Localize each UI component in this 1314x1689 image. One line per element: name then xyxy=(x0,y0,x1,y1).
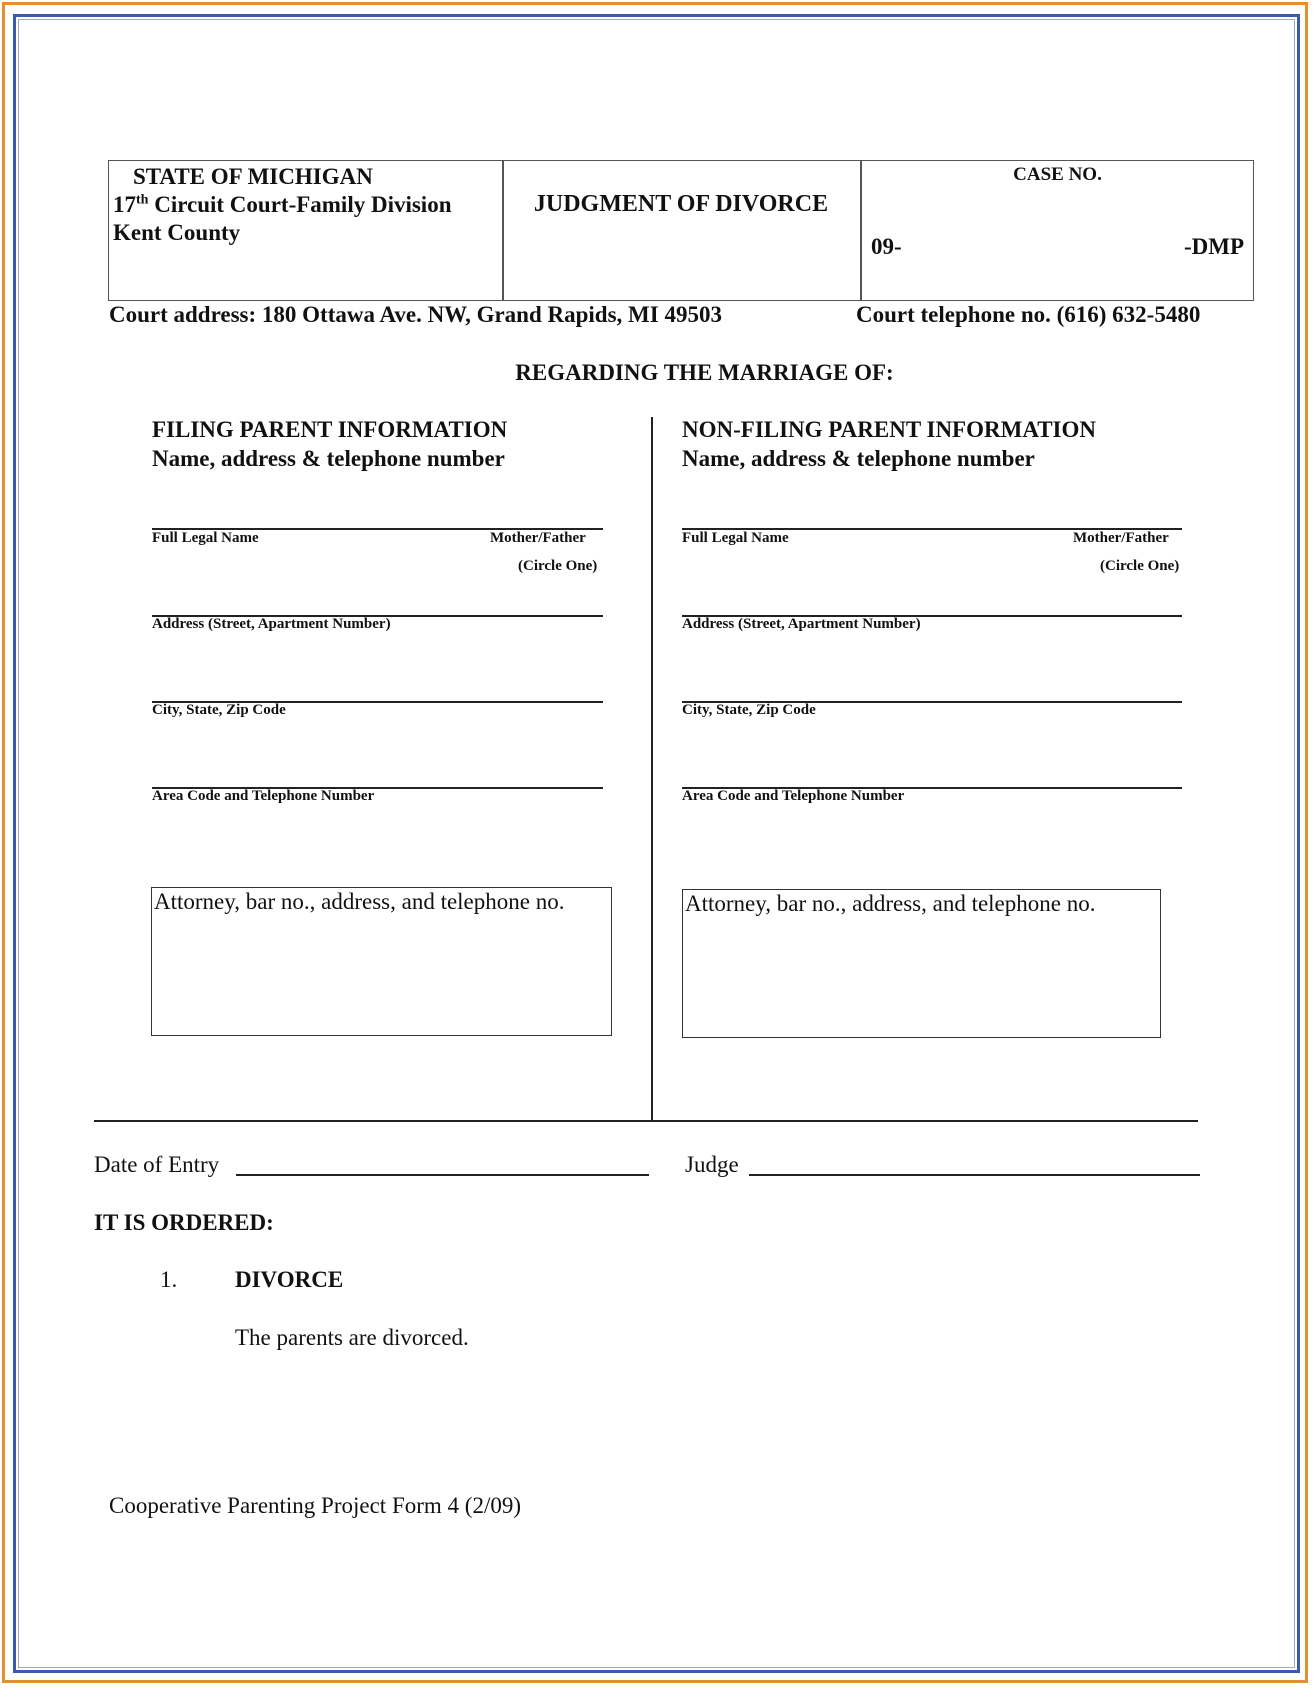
filing-heading: FILING PARENT INFORMATION xyxy=(152,417,508,442)
nonfiling-subheading: Name, address & telephone number xyxy=(682,446,1035,471)
date-entry-line[interactable] xyxy=(236,1174,649,1176)
date-entry-label: Date of Entry xyxy=(94,1152,220,1177)
nonfiling-circle-one: (Circle One) xyxy=(1100,558,1180,574)
court-address: Court address: 180 Ottawa Ave. NW, Grand Rapids, MI 49503 xyxy=(109,302,722,327)
court-telephone: Court telephone no. (616) 632-5480 xyxy=(856,302,1201,327)
state-name: STATE OF MICHIGAN xyxy=(133,164,373,189)
nonfiling-address-label: Address (Street, Apartment Number) xyxy=(682,616,921,632)
court-name xyxy=(113,192,452,218)
filing-name-label: Full Legal Name xyxy=(152,530,259,546)
county-name: Kent County xyxy=(113,220,241,245)
filing-attorney-box[interactable] xyxy=(151,887,612,1036)
court-number: 17 xyxy=(113,192,136,217)
filing-address-label: Address (Street, Apartment Number) xyxy=(152,616,391,632)
filing-circle-one: (Circle One) xyxy=(518,558,598,574)
nonfiling-phone-label: Area Code and Telephone Number xyxy=(682,788,905,804)
section-separator xyxy=(94,1120,1198,1122)
filing-subheading: Name, address & telephone number xyxy=(152,446,505,471)
case-number-label: CASE NO. xyxy=(1013,164,1102,185)
item-title: DIVORCE xyxy=(235,1267,344,1292)
form-footer: Cooperative Parenting Project Form 4 (2/09) xyxy=(109,1493,522,1518)
court-number-suffix: th xyxy=(136,192,149,208)
nonfiling-heading: NON-FILING PARENT INFORMATION xyxy=(682,417,1097,442)
nonfiling-attorney-box[interactable] xyxy=(682,889,1161,1038)
nonfiling-city-label: City, State, Zip Code xyxy=(682,702,816,718)
header-divider-1 xyxy=(502,161,504,300)
nonfiling-attorney-label: Attorney, bar no., address, and telephone no. xyxy=(685,891,1096,916)
filing-parent-type-label[interactable]: Mother/Father xyxy=(490,530,586,546)
parent-columns-divider xyxy=(651,417,653,1121)
judge-line[interactable] xyxy=(749,1174,1200,1176)
regarding-heading: REGARDING THE MARRIAGE OF: xyxy=(515,360,894,385)
ordered-heading: IT IS ORDERED: xyxy=(94,1210,274,1235)
court-division: Circuit Court-Family Division xyxy=(148,192,452,217)
nonfiling-name-label: Full Legal Name xyxy=(682,530,789,546)
nonfiling-parent-type-label[interactable]: Mother/Father xyxy=(1073,530,1169,546)
document-title: JUDGMENT OF DIVORCE xyxy=(533,191,829,217)
item-text: The parents are divorced. xyxy=(235,1325,469,1350)
case-number-suffix: -DMP xyxy=(1183,234,1244,259)
filing-attorney-label: Attorney, bar no., address, and telephone no. xyxy=(154,889,565,914)
filing-city-label: City, State, Zip Code xyxy=(152,702,286,718)
judge-label: Judge xyxy=(685,1152,739,1177)
item-number: 1. xyxy=(160,1267,178,1292)
filing-phone-label: Area Code and Telephone Number xyxy=(152,788,375,804)
header-table xyxy=(108,160,1254,301)
case-number-prefix: 09- xyxy=(871,234,902,259)
